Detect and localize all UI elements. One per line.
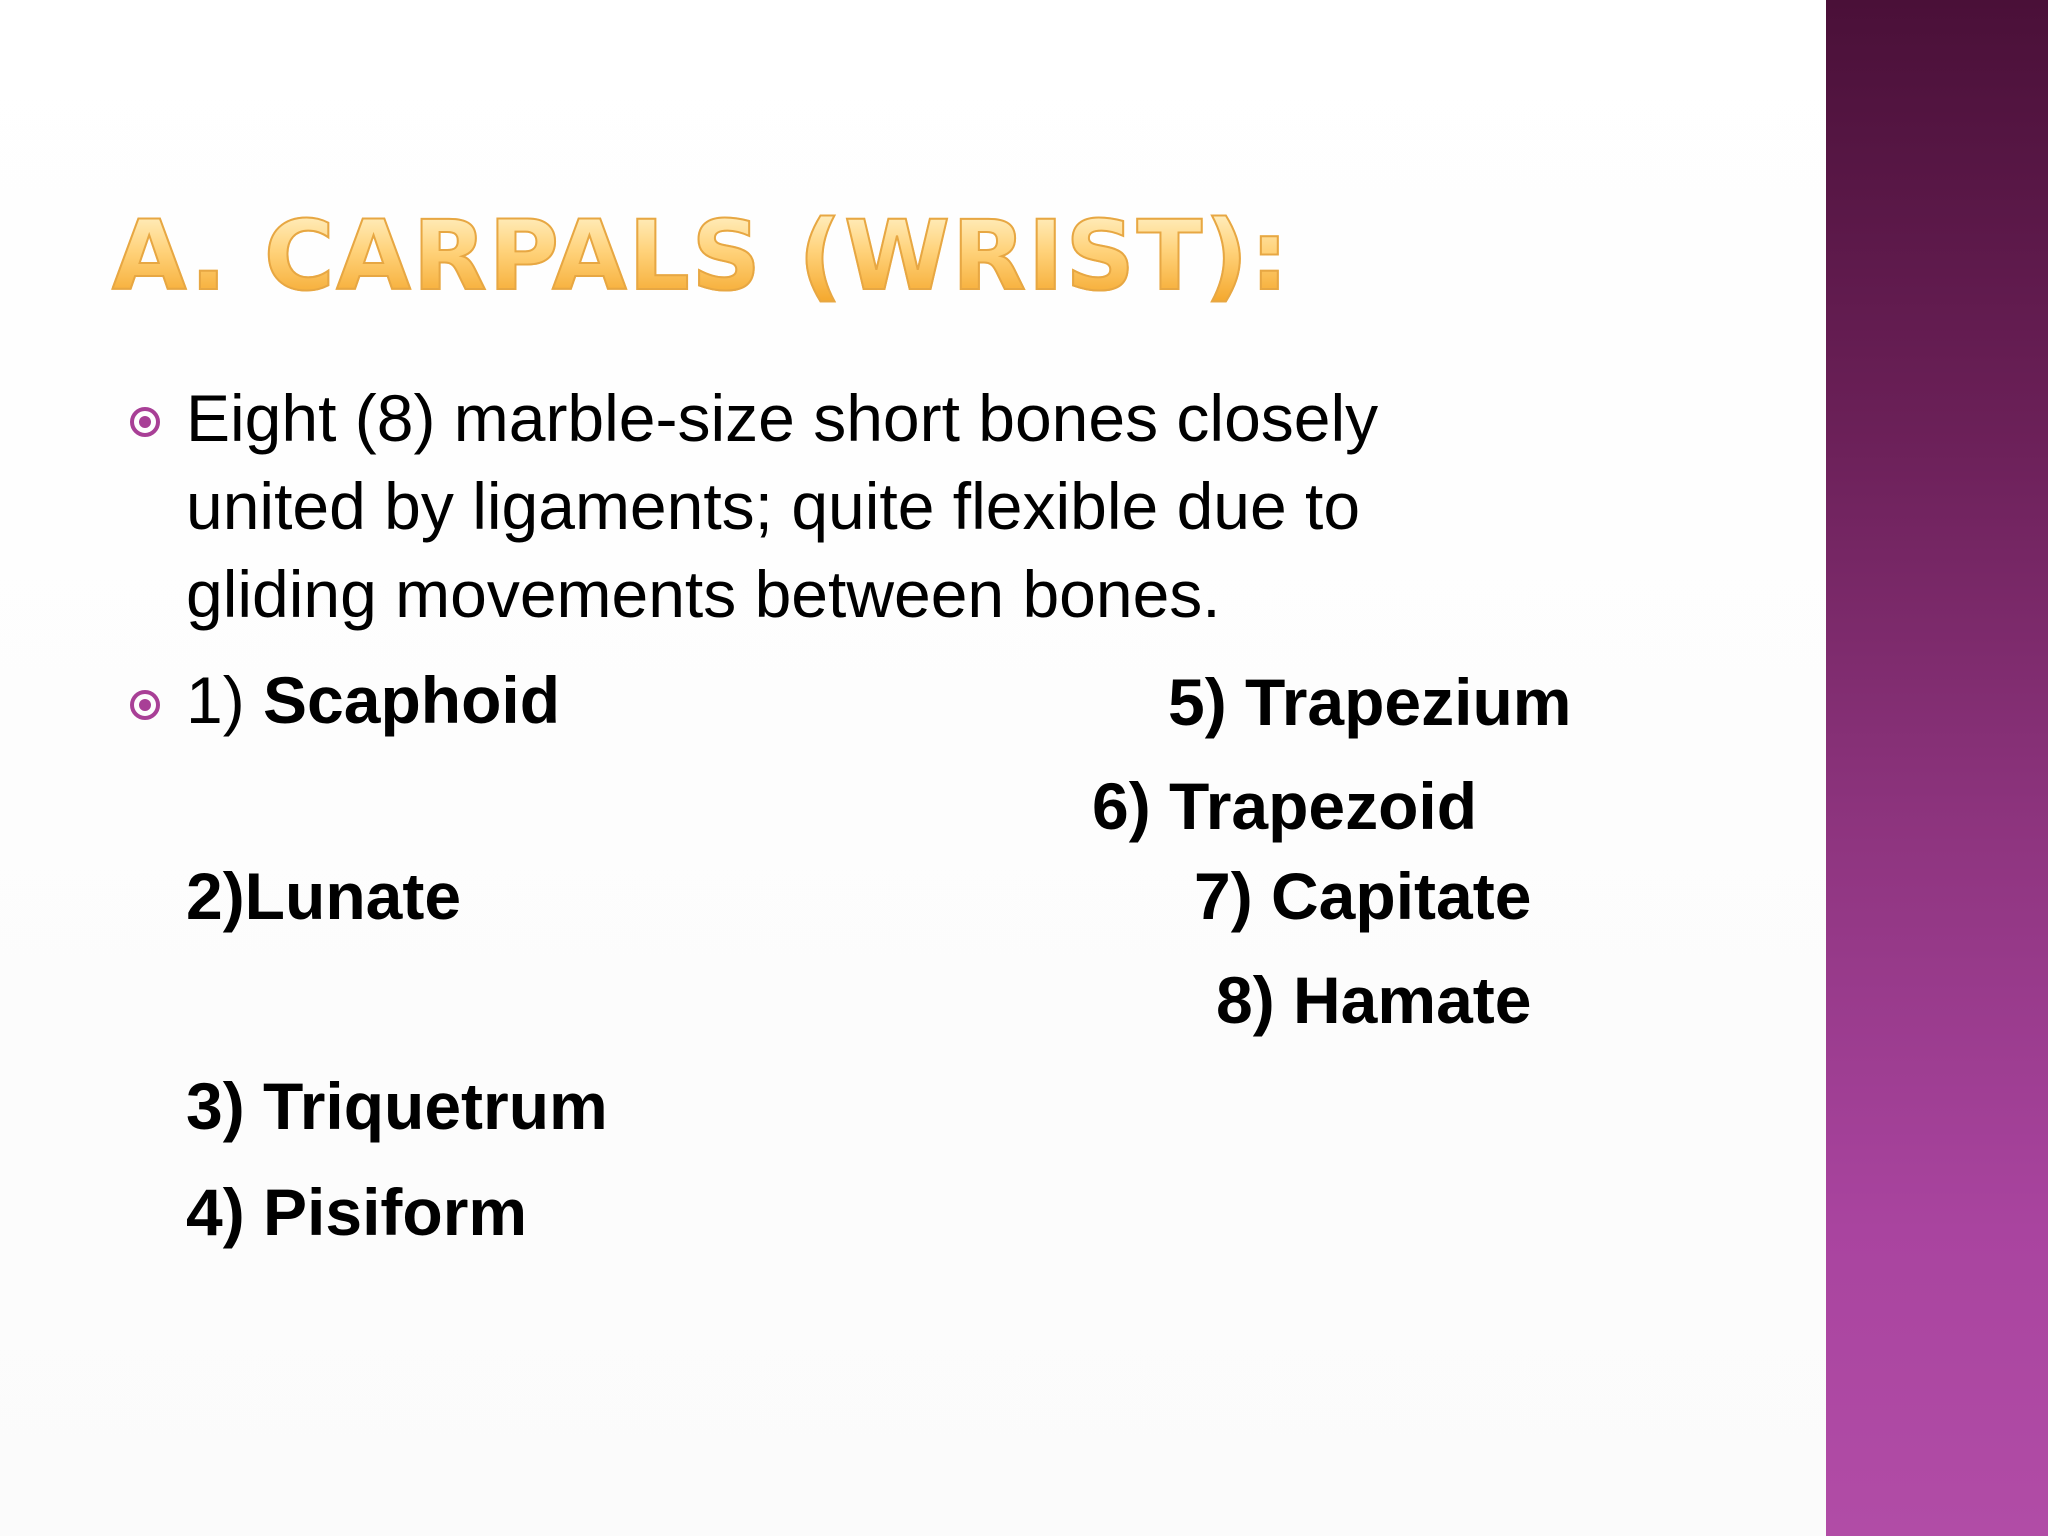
- list-item-trapezium: 5) Trapezium: [1168, 665, 1572, 739]
- bone-name: Scaphoid: [263, 663, 561, 737]
- list-item-trapezoid: 6) Trapezoid: [1092, 769, 1478, 843]
- slide-title: A. CARPALS (WRIST):: [112, 200, 1291, 312]
- list-item-capitate: 7) Capitate: [1194, 859, 1532, 933]
- description-paragraph: [186, 374, 1586, 638]
- list-item-scaphoid: [186, 656, 560, 744]
- target-bullet-icon: [130, 690, 160, 720]
- list-item-lunate: 2)Lunate: [186, 859, 462, 933]
- list-item-pisiform: 4) Pisiform: [186, 1175, 528, 1249]
- list-item-hamate: 8) Hamate: [1216, 963, 1532, 1037]
- description-line: united by ligaments; quite flexible due to: [186, 469, 1361, 543]
- list-item-triquetrum: 3) Triquetrum: [186, 1069, 608, 1143]
- description-line: Eight (8) marble-size short bones closely: [186, 381, 1379, 455]
- description-line: gliding movements between bones.: [186, 557, 1221, 631]
- list-number: 1): [186, 663, 264, 737]
- decorative-side-band: [1826, 0, 2048, 1536]
- target-bullet-icon: [130, 407, 160, 437]
